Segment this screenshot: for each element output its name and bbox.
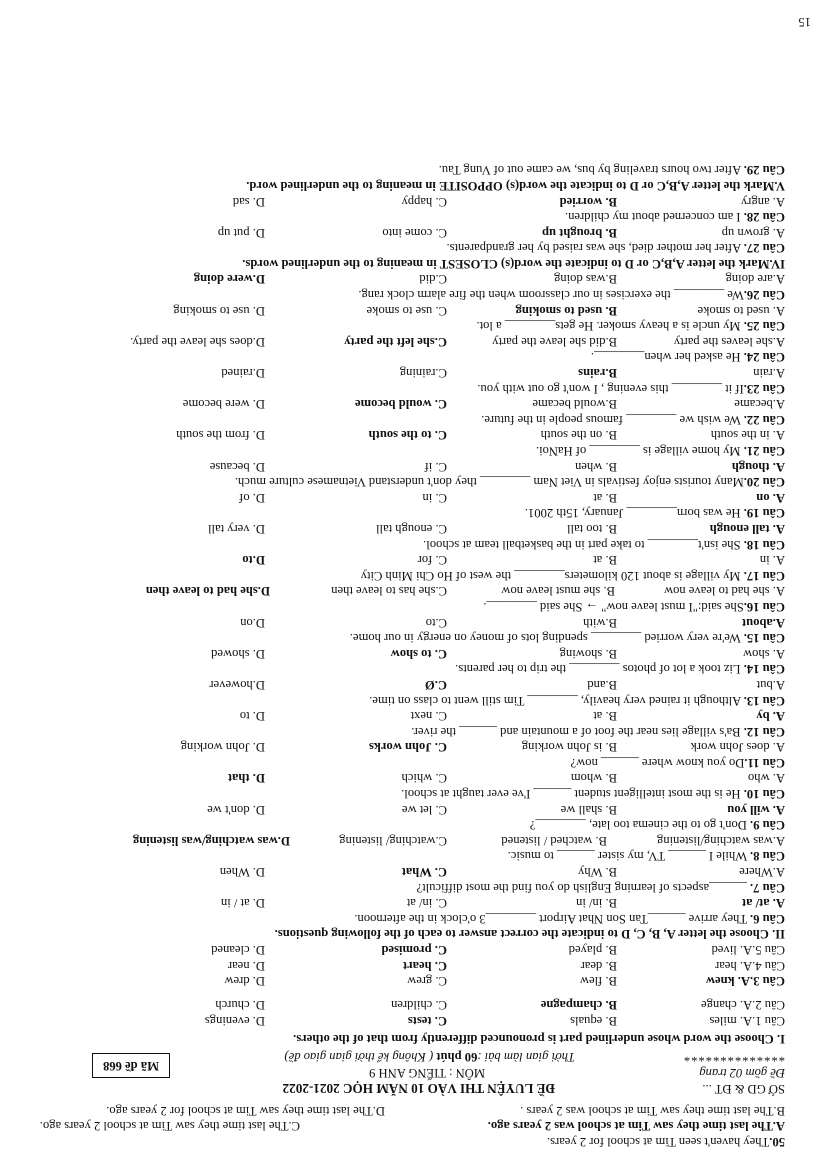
q17-option-c[interactable]: C. for	[417, 553, 447, 568]
q16-option-d[interactable]: D.she had to leave then	[145, 584, 270, 599]
q50-option-d[interactable]: D.The last time they saw Tim at school for 2 years ago.	[106, 1103, 385, 1118]
q4-row	[40, 957, 785, 973]
q20-option-c[interactable]: C. if	[424, 459, 447, 474]
subject: MÔN : TIẾNG ANH 9	[369, 1066, 485, 1081]
q13-option-b[interactable]: B.and	[587, 677, 617, 692]
q11-stem: Câu 11.Do you know where ______ now?	[570, 755, 785, 770]
q15-option-a[interactable]: A.about	[741, 615, 785, 630]
q3-option-d[interactable]: D. drew	[224, 974, 265, 989]
q22-options	[40, 396, 785, 412]
q10-options	[40, 770, 785, 786]
q12-options	[40, 708, 785, 724]
q22-option-d[interactable]: D. were become	[182, 397, 265, 412]
q9-stem: Câu 9. Don't go to the cinema too late, ________?	[529, 818, 785, 833]
q16-stem: Câu 16.She said:"I must leave now" → She said ________.	[483, 599, 785, 614]
q1-option-d[interactable]: D. evenings	[204, 1014, 265, 1029]
q27-option-b[interactable]: B. brought up	[541, 225, 617, 240]
q25-options	[40, 302, 785, 318]
q7-stem: Câu 7. ______aspects of learning English do you find the most difficult?	[416, 880, 785, 895]
q50-stem: 50.They haven't seen Tim at school for 2 years.	[546, 1135, 785, 1149]
q16-option-c[interactable]: C.she has to leave then	[331, 584, 447, 599]
q1-option-c[interactable]: C. tests	[407, 1014, 447, 1029]
q19-option-a[interactable]: A. on	[756, 490, 785, 505]
q26-options	[40, 271, 785, 287]
q5-row	[40, 941, 785, 957]
q23-options	[40, 364, 785, 380]
q23-stem: Câu 23.If it ________ this evening , I won't go out with you.	[477, 381, 785, 396]
q23-option-d[interactable]: D.rained	[221, 366, 265, 381]
q18-options	[40, 520, 785, 536]
q8-options	[40, 832, 785, 848]
q8-option-d[interactable]: D.was watching/was listening	[132, 833, 290, 848]
q13-option-d[interactable]: D.however	[209, 677, 265, 692]
q12-option-a[interactable]: A. by	[756, 709, 785, 724]
q10-stem: Câu 10. He is the most intelligent student ______ I've ever taught at school.	[401, 787, 785, 802]
q25-option-d[interactable]: D. use to smoking	[173, 303, 265, 318]
q7-options	[40, 863, 785, 879]
q28-option-b[interactable]: B. worried	[559, 194, 617, 209]
q28-options	[40, 193, 785, 209]
department: SỞ GD & ĐT ...	[702, 1082, 785, 1097]
q4-option-a[interactable]: Câu 4.A. hear	[715, 958, 785, 973]
q21-option-a[interactable]: A. in the south	[710, 428, 785, 443]
q20-stem: Câu 20.Many tourists enjoy festivals in Viet Nam ________ they don't understand Vietnamese culture much.	[234, 475, 785, 490]
q21-stem: Câu 21. My home village is ________ of HaNoi.	[535, 444, 785, 459]
q15-options	[40, 614, 785, 630]
q5-option-d[interactable]: D. cleaned	[211, 943, 265, 958]
q19-stem: Câu 19. He was born________ January, 15th 2001.	[524, 506, 785, 521]
q28-stem: Câu 28. I am concerned about my children.	[565, 210, 785, 225]
q12-option-b[interactable]: B. at	[593, 709, 617, 724]
q6-options	[40, 895, 785, 911]
q25-option-c[interactable]: C. use to smoke	[366, 303, 447, 318]
q3-option-b[interactable]: B. flew	[579, 974, 617, 989]
q19-option-d[interactable]: D. of	[239, 490, 265, 505]
q8-option-a[interactable]: A.was watching/listening	[656, 833, 785, 848]
q23-option-c[interactable]: C.raining	[399, 366, 447, 381]
q7-option-a[interactable]: A.Where	[739, 865, 785, 880]
q13-options	[40, 676, 785, 692]
q28-option-c[interactable]: C. happy	[401, 194, 447, 209]
q25-option-a[interactable]: A. used to smoke	[697, 303, 785, 318]
q7-option-d[interactable]: D. When	[219, 865, 265, 880]
q15-option-c[interactable]: C.to	[425, 615, 447, 630]
q2-option-c[interactable]: C. children	[391, 998, 447, 1013]
q15-option-b[interactable]: B.with	[583, 615, 617, 630]
q11-option-a[interactable]: A. does John work	[690, 740, 785, 755]
q21-option-d[interactable]: D. from the south	[176, 428, 265, 443]
q4-option-b[interactable]: B. dear	[580, 958, 617, 973]
q10-option-b[interactable]: B. whom	[570, 771, 617, 786]
q18-option-a[interactable]: A. tall enough	[709, 522, 785, 536]
q9-option-b[interactable]: B. shall we	[560, 802, 617, 817]
q8-option-c[interactable]: C.watching/ listening	[339, 833, 447, 848]
q11-option-c[interactable]: C. John works	[368, 740, 447, 755]
q12-option-d[interactable]: D. to	[239, 709, 265, 724]
q24-option-b[interactable]: B.did she leave the party	[492, 334, 617, 349]
q24-option-d[interactable]: D.does she leave the party.	[130, 334, 265, 349]
q15-stem: Câu 15. We're very worried ________ spending lots of money on energy in our home.	[349, 631, 785, 646]
q12-stem: Câu 12. Ba's village lies near the foot of a mountain and ______ the river.	[411, 724, 785, 739]
q14-options	[40, 645, 785, 661]
q22-option-a[interactable]: A.became	[734, 397, 785, 412]
q27-options	[40, 224, 785, 240]
q19-option-c[interactable]: C. in	[422, 490, 447, 505]
q26-option-a[interactable]: A.are doing	[725, 272, 785, 287]
q9-option-a[interactable]: A. will you	[727, 802, 785, 817]
q17-option-b[interactable]: B. at	[593, 553, 617, 568]
q20-option-d[interactable]: D. because	[209, 459, 265, 474]
q9-option-d[interactable]: D. don't we	[207, 802, 265, 817]
q6-stem: Câu 6. They arrive ______Tan Son Nhat Airport ________3 o'clock in the afternoon.	[354, 911, 785, 926]
q22-option-b[interactable]: B.would became	[532, 397, 617, 412]
q13-option-c[interactable]: C.Ø	[424, 677, 447, 692]
q28-option-a[interactable]: A. angry	[740, 194, 785, 209]
q21-option-c[interactable]: C. to the south	[368, 428, 447, 443]
q26-option-c[interactable]: C.did	[419, 272, 447, 287]
q24-option-a[interactable]: A.she leaves the party	[673, 334, 785, 349]
q19-options	[40, 489, 785, 505]
q11-option-b[interactable]: B. is John working	[521, 740, 617, 755]
q16-option-b[interactable]: B. she must leave now	[501, 584, 615, 599]
q26-stem: Câu 26.We ________ the exercises in our classroom when the fire alarm clock rang.	[358, 288, 785, 303]
q27-option-a[interactable]: A. grown up	[721, 225, 785, 240]
q13-stem: Câu 13. Although it rained very heavily, ________ Tim still went to class on time.	[369, 693, 785, 708]
q21-option-b[interactable]: B. on the south	[540, 428, 617, 443]
q50-option-a[interactable]: A.The last time they saw Tim at school was 2 years ago.	[487, 1119, 785, 1134]
q20-option-b[interactable]: B. when	[575, 459, 617, 474]
q10-option-a[interactable]: A. who	[747, 771, 785, 786]
page-number: 15	[798, 15, 811, 29]
q15-option-d[interactable]: D.on	[240, 615, 265, 630]
q4-option-c[interactable]: C. heart	[402, 958, 447, 973]
page-count: Đề gồm 02 trang	[699, 1066, 785, 1081]
q50-options-row2	[40, 1102, 785, 1118]
q17-options	[40, 552, 785, 568]
q14-option-a[interactable]: A. show	[743, 646, 785, 661]
q5-option-b[interactable]: B. played	[568, 943, 617, 958]
q50-options-row1	[40, 1118, 785, 1134]
q26-option-d[interactable]: D.were doing	[193, 272, 265, 287]
exam-code: Mã đề 668	[92, 1053, 170, 1079]
q25-stem: Câu 25. My uncle is a heavy smoker. He gets________ a lot.	[476, 319, 785, 334]
q5-option-a[interactable]: Câu 5.A. lived	[711, 943, 785, 958]
q18-option-d[interactable]: D. very tall	[207, 522, 265, 536]
section-5-title: V.Mark the letter A,B,C or D to indicate the word(s) OPPOSITE in meaning to the underlined word.	[246, 178, 785, 193]
q26-option-b[interactable]: B.was doing	[554, 272, 617, 287]
q25-option-b[interactable]: B. used to smoking	[515, 303, 617, 318]
q27-stem: Câu 27. After her mother died, she was raised by her grandparents.	[446, 241, 785, 256]
q10-option-d[interactable]: D. that	[227, 771, 265, 786]
q18-option-b[interactable]: B. too tall	[566, 522, 617, 536]
q9-options	[40, 801, 785, 817]
q17-option-d[interactable]: D.to	[242, 553, 265, 568]
q13-option-a[interactable]: A.but	[756, 677, 785, 692]
q17-option-a[interactable]: A. in	[759, 553, 785, 568]
q18-stem: Câu 18. She isn't________ to take part in the basketball team at school.	[423, 537, 785, 552]
q2-option-b[interactable]: B. champagne	[540, 998, 617, 1013]
section-4-title: IV.Mark the letter A,B,C or D to indicate the word(s) CLOSEST in meaning to the underlined words.	[242, 256, 785, 271]
q7-option-b[interactable]: B. Why	[578, 865, 617, 880]
q23-option-b[interactable]: B.rains	[578, 366, 617, 381]
q8-option-b[interactable]: B. watched / listened	[501, 833, 607, 848]
q14-option-c[interactable]: C. to show	[390, 646, 447, 661]
q14-stem: Câu 14. Liz took a lot of photos ________ the trip to her parents.	[455, 662, 785, 677]
q6-option-c[interactable]: C. in/ at	[406, 896, 447, 911]
q20-options	[40, 458, 785, 474]
q16-options	[40, 583, 785, 599]
q7-option-c[interactable]: C. What	[401, 865, 447, 880]
q29-stem: Câu 29. After two hours traveling by bus, we came out of Vung Tau.	[438, 163, 785, 178]
q18-option-c[interactable]: C. enough tall	[375, 522, 447, 536]
q22-option-c[interactable]: C. would become	[355, 397, 447, 412]
time-allowed: Thời gian làm bài :60 phút ( Không kể thời gian giao đề)	[284, 1050, 575, 1065]
q10-option-c[interactable]: C. which	[401, 771, 447, 786]
section-2-title: II. Choose the letter A, B, C, D to indicate the correct answer to each of the following questions.	[274, 927, 785, 942]
q24-option-c[interactable]: C.she left the party	[344, 334, 447, 349]
q1-option-b[interactable]: B. equals	[570, 1014, 617, 1029]
q16-option-a[interactable]: A. she had to leave now	[663, 584, 785, 599]
q21-options	[40, 427, 785, 443]
q17-stem: Câu 17. My village is about 120 kilometers________ the west of Ho Chi Minh City	[360, 568, 785, 583]
q19-option-b[interactable]: B. at	[593, 490, 617, 505]
q11-options	[40, 739, 785, 755]
q6-option-d[interactable]: D. at / in	[220, 896, 265, 911]
q3-option-c[interactable]: C. grew	[407, 974, 447, 989]
q23-option-a[interactable]: A.rain	[753, 366, 785, 381]
q12-option-c[interactable]: C. next	[410, 709, 447, 724]
q2-option-d[interactable]: D. church	[215, 998, 265, 1013]
q22-stem: Câu 22. We wish we ________ famous people in the future.	[481, 412, 785, 427]
q6-option-b[interactable]: B. in/ in	[576, 896, 617, 911]
q8-stem: Câu 8. While I ______ TV, my sister ______ to music.	[507, 849, 785, 864]
q28-option-d[interactable]: D. sad	[232, 194, 265, 209]
q3-option-a[interactable]: Câu 3.A. knew	[705, 974, 785, 989]
exam-title: ĐỀ LUYỆN THI VÀO 10 NĂM HỌC 2021-2022	[282, 1081, 555, 1097]
q4-option-d[interactable]: D. near	[227, 958, 265, 973]
q9-option-c[interactable]: C. let we	[401, 802, 447, 817]
q50-option-b[interactable]: B.The last time they saw Tim at school was 2 years .	[520, 1103, 785, 1118]
exam-header	[40, 988, 785, 1096]
q24-options	[40, 333, 785, 349]
q3-row	[40, 973, 785, 989]
q27-option-c[interactable]: C. come into	[382, 225, 447, 240]
q24-stem: Câu 24. He asked her when________.	[590, 350, 785, 365]
q11-option-d[interactable]: D. John working	[180, 740, 265, 755]
q14-option-b[interactable]: B. showing	[559, 646, 617, 661]
q50-option-c[interactable]: C.The last time they saw Tim at school 2 years ago.	[39, 1119, 300, 1134]
q2-option-a[interactable]: Câu 2.A. change	[701, 998, 785, 1013]
q1-option-a[interactable]: Câu 1.A. miles	[709, 1014, 785, 1029]
section-1-title: I. Choose the word whose underlined part is pronounced differently from that of the others.	[293, 1032, 785, 1047]
q20-option-a[interactable]: A. though	[731, 459, 785, 474]
q6-option-a[interactable]: A. at/ at	[741, 896, 785, 911]
q14-option-d[interactable]: D. showed	[211, 646, 265, 661]
stars-divider: **************	[682, 1050, 785, 1065]
q5-option-c[interactable]: C. promised	[381, 943, 447, 958]
q27-option-d[interactable]: D. put up	[217, 225, 265, 240]
